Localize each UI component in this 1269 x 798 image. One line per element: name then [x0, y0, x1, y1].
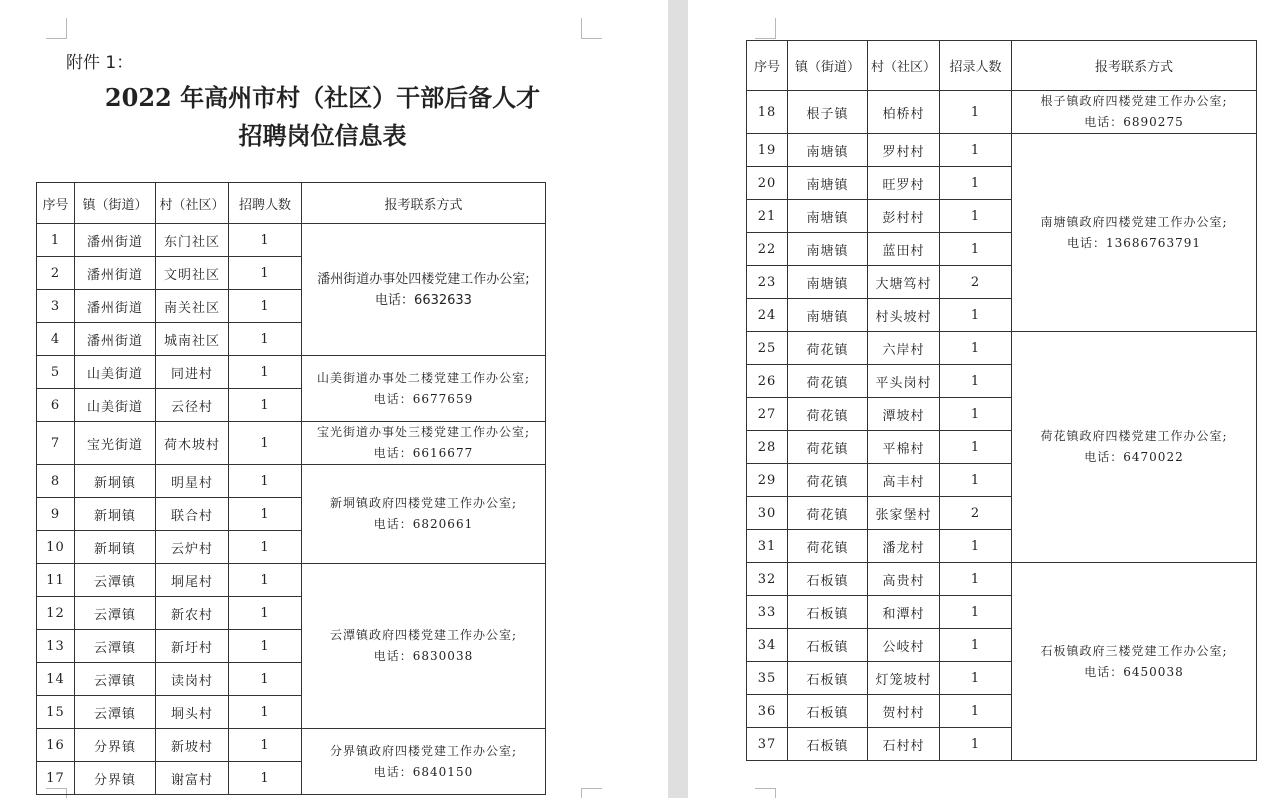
cell-village: 罗村村: [868, 134, 940, 167]
cell-count: 1: [229, 630, 302, 663]
cell-serial: 26: [747, 365, 788, 398]
contact-cell: [302, 564, 546, 729]
recruitment-table-part-1: [36, 182, 546, 795]
cell-count: 1: [940, 134, 1012, 167]
cell-town: 云潭镇: [75, 630, 156, 663]
contact-phone: 电话：6677659: [373, 391, 474, 406]
cell-village: 同进村: [156, 356, 229, 389]
header-town: 镇（街道）: [75, 183, 156, 224]
cell-count: 1: [940, 563, 1012, 596]
cell-count: 1: [229, 422, 302, 465]
cell-serial: 37: [747, 728, 788, 761]
page-corner-mark: [581, 18, 602, 39]
cell-count: 1: [940, 629, 1012, 662]
header-contact: 报考联系方式: [302, 183, 546, 224]
header-count: 招聘人数: [229, 183, 302, 224]
cell-serial: 22: [747, 233, 788, 266]
cell-count: 1: [229, 696, 302, 729]
cell-count: 1: [229, 498, 302, 531]
header-serial: 序号: [37, 183, 75, 224]
cell-town: 荷花镇: [788, 530, 868, 563]
cell-count: 1: [229, 663, 302, 696]
cell-serial: 23: [747, 266, 788, 299]
table-row: [37, 356, 546, 389]
contact-cell: [302, 356, 546, 422]
contact-phone: 电话：6632633: [375, 292, 472, 308]
cell-count: 1: [940, 530, 1012, 563]
cell-serial: 31: [747, 530, 788, 563]
contact-office: 云潭镇政府四楼党建工作办公室;: [329, 628, 518, 642]
cell-serial: 18: [747, 91, 788, 134]
contact-office: 宝光街道办事处三楼党建工作办公室;: [316, 425, 531, 439]
cell-town: 荷花镇: [788, 365, 868, 398]
header-village: 村（社区）: [156, 183, 229, 224]
cell-town: 南塘镇: [788, 134, 868, 167]
cell-count: 1: [229, 323, 302, 356]
cell-count: 1: [940, 695, 1012, 728]
cell-village: 彭村村: [868, 200, 940, 233]
cell-serial: 14: [37, 663, 75, 696]
cell-serial: 2: [37, 257, 75, 290]
cell-village: 大塘笃村: [868, 266, 940, 299]
cell-serial: 36: [747, 695, 788, 728]
cell-village: 平棉村: [868, 431, 940, 464]
cell-serial: 33: [747, 596, 788, 629]
cell-serial: 15: [37, 696, 75, 729]
page-corner-mark: [581, 788, 602, 798]
contact-phone: 电话：6450038: [1084, 664, 1184, 679]
contact-office: 分界镇政府四楼党建工作办公室;: [329, 743, 518, 758]
contact-cell: [302, 729, 546, 795]
cell-village: 六岸村: [868, 332, 940, 365]
cell-town: 荷花镇: [788, 497, 868, 530]
cell-village: 垌头村: [156, 696, 229, 729]
cell-serial: 1: [37, 224, 75, 257]
cell-count: 1: [229, 290, 302, 323]
cell-serial: 27: [747, 398, 788, 431]
cell-town: 分界镇: [75, 729, 156, 762]
table-row: [37, 422, 546, 465]
table-row: [37, 224, 546, 257]
cell-count: 1: [229, 257, 302, 290]
header-contact: 报考联系方式: [1012, 41, 1257, 91]
cell-count: 1: [940, 464, 1012, 497]
cell-town: 潘州街道: [75, 257, 156, 290]
cell-town: 山美街道: [75, 389, 156, 422]
contact-office: 山美街道办事处二楼党建工作办公室;: [316, 370, 531, 385]
cell-village: 荷木坡村: [156, 422, 229, 465]
cell-village: 读岗村: [156, 663, 229, 696]
cell-serial: 12: [37, 597, 75, 630]
cell-town: 潘州街道: [75, 224, 156, 257]
contact-phone: 电话：6616677: [373, 446, 474, 460]
attachment-label: 附件 1：: [66, 53, 134, 73]
contact-phone: 电话：6890275: [1084, 115, 1184, 129]
recruitment-table-part-2: [746, 40, 1257, 761]
cell-village: 高贵村: [868, 563, 940, 596]
table-row: [37, 564, 546, 597]
cell-count: 1: [940, 596, 1012, 629]
cell-village: 联合村: [156, 498, 229, 531]
cell-serial: 20: [747, 167, 788, 200]
cell-count: 1: [940, 167, 1012, 200]
cell-count: 1: [940, 332, 1012, 365]
cell-town: 荷花镇: [788, 398, 868, 431]
cell-town: 南塘镇: [788, 266, 868, 299]
cell-count: 1: [229, 389, 302, 422]
document-title-line-2: 招聘岗位信息表: [238, 121, 407, 150]
cell-town: 云潭镇: [75, 663, 156, 696]
page-corner-mark: [755, 788, 776, 798]
cell-town: 潘州街道: [75, 323, 156, 356]
cell-town: 荷花镇: [788, 464, 868, 497]
cell-count: 1: [940, 200, 1012, 233]
contact-cell: [302, 465, 546, 564]
cell-village: 张家堡村: [868, 497, 940, 530]
contact-cell: [1012, 91, 1257, 134]
cell-village: 潘龙村: [868, 530, 940, 563]
cell-town: 石板镇: [788, 695, 868, 728]
cell-serial: 4: [37, 323, 75, 356]
cell-serial: 21: [747, 200, 788, 233]
cell-count: 1: [229, 597, 302, 630]
contact-cell: [302, 422, 546, 465]
table-row: [747, 134, 1257, 167]
cell-serial: 32: [747, 563, 788, 596]
contact-phone: 电话：6830038: [373, 649, 474, 663]
header-count: 招录人数: [940, 41, 1012, 91]
cell-town: 石板镇: [788, 728, 868, 761]
cell-serial: 34: [747, 629, 788, 662]
cell-serial: 17: [37, 762, 75, 795]
contact-phone: 电话：6840150: [373, 764, 474, 779]
cell-town: 云潭镇: [75, 696, 156, 729]
contact-cell: [1012, 332, 1257, 563]
cell-count: 2: [940, 266, 1012, 299]
cell-count: 2: [940, 497, 1012, 530]
cell-town: 荷花镇: [788, 431, 868, 464]
cell-village: 云炉村: [156, 531, 229, 564]
cell-serial: 6: [37, 389, 75, 422]
cell-count: 1: [229, 356, 302, 389]
cell-serial: 35: [747, 662, 788, 695]
cell-town: 潘州街道: [75, 290, 156, 323]
cell-count: 1: [229, 564, 302, 597]
cell-count: 1: [940, 91, 1012, 134]
cell-count: 1: [229, 465, 302, 498]
cell-serial: 3: [37, 290, 75, 323]
cell-serial: 7: [37, 422, 75, 465]
header-serial: 序号: [747, 41, 788, 91]
document-page-2: [688, 0, 1269, 798]
table-row: [747, 332, 1257, 365]
cell-count: 1: [940, 431, 1012, 464]
cell-village: 高丰村: [868, 464, 940, 497]
contact-phone: 电话：13686763791: [1067, 235, 1201, 250]
cell-serial: 11: [37, 564, 75, 597]
cell-village: 村头坡村: [868, 299, 940, 332]
cell-town: 分界镇: [75, 762, 156, 795]
cell-serial: 19: [747, 134, 788, 167]
cell-village: 城南社区: [156, 323, 229, 356]
table-row: [747, 563, 1257, 596]
contact-office: 新垌镇政府四楼党建工作办公室;: [329, 496, 518, 510]
cell-village: 石村村: [868, 728, 940, 761]
cell-village: 旺罗村: [868, 167, 940, 200]
cell-serial: 9: [37, 498, 75, 531]
cell-village: 东门社区: [156, 224, 229, 257]
contact-office: 南塘镇政府四楼党建工作办公室;: [1040, 214, 1228, 229]
cell-count: 1: [229, 224, 302, 257]
cell-count: 1: [229, 729, 302, 762]
table-header-row: [747, 41, 1257, 91]
cell-town: 根子镇: [788, 91, 868, 134]
cell-count: 1: [229, 762, 302, 795]
cell-serial: 13: [37, 630, 75, 663]
cell-count: 1: [940, 398, 1012, 431]
cell-serial: 30: [747, 497, 788, 530]
cell-village: 新坡村: [156, 729, 229, 762]
cell-town: 云潭镇: [75, 597, 156, 630]
cell-town: 石板镇: [788, 563, 868, 596]
cell-village: 垌尾村: [156, 564, 229, 597]
cell-village: 南关社区: [156, 290, 229, 323]
cell-town: 宝光街道: [75, 422, 156, 465]
cell-village: 谢富村: [156, 762, 229, 795]
cell-count: 1: [229, 531, 302, 564]
contact-office: 荷花镇政府四楼党建工作办公室;: [1040, 429, 1228, 443]
cell-serial: 24: [747, 299, 788, 332]
cell-count: 1: [940, 728, 1012, 761]
contact-cell: [1012, 563, 1257, 761]
table-row: [37, 465, 546, 498]
cell-village: 贺村村: [868, 695, 940, 728]
table-row: [747, 91, 1257, 134]
cell-count: 1: [940, 233, 1012, 266]
cell-town: 石板镇: [788, 596, 868, 629]
contact-phone: 电话：6470022: [1084, 450, 1184, 464]
contact-cell: [1012, 134, 1257, 332]
cell-town: 南塘镇: [788, 233, 868, 266]
cell-serial: 29: [747, 464, 788, 497]
cell-town: 石板镇: [788, 629, 868, 662]
cell-village: 公岐村: [868, 629, 940, 662]
cell-town: 石板镇: [788, 662, 868, 695]
cell-village: 文明社区: [156, 257, 229, 290]
cell-town: 新垌镇: [75, 498, 156, 531]
document-title-line-1: 2022 年高州市村（社区）干部后备人才: [104, 83, 541, 112]
cell-village: 平头岗村: [868, 365, 940, 398]
cell-village: 明星村: [156, 465, 229, 498]
cell-count: 1: [940, 299, 1012, 332]
cell-serial: 8: [37, 465, 75, 498]
header-town: 镇（街道）: [788, 41, 868, 91]
cell-village: 和潭村: [868, 596, 940, 629]
cell-town: 新垌镇: [75, 465, 156, 498]
cell-village: 潭坡村: [868, 398, 940, 431]
cell-village: 灯笼坡村: [868, 662, 940, 695]
cell-village: 柏桥村: [868, 91, 940, 134]
cell-town: 新垌镇: [75, 531, 156, 564]
cell-town: 荷花镇: [788, 332, 868, 365]
contact-office: 石板镇政府三楼党建工作办公室;: [1040, 643, 1228, 658]
cell-serial: 10: [37, 531, 75, 564]
cell-serial: 25: [747, 332, 788, 365]
contact-office: 根子镇政府四楼党建工作办公室;: [1040, 94, 1228, 108]
cell-town: 南塘镇: [788, 200, 868, 233]
cell-town: 云潭镇: [75, 564, 156, 597]
cell-village: 新圩村: [156, 630, 229, 663]
table-header-row: [37, 183, 546, 224]
cell-village: 新农村: [156, 597, 229, 630]
page-corner-mark: [755, 18, 776, 39]
cell-town: 南塘镇: [788, 299, 868, 332]
cell-count: 1: [940, 662, 1012, 695]
cell-count: 1: [940, 365, 1012, 398]
cell-town: 山美街道: [75, 356, 156, 389]
cell-serial: 16: [37, 729, 75, 762]
table-row: [37, 729, 546, 762]
contact-office: 潘州街道办事处四楼党建工作办公室;: [317, 271, 530, 287]
cell-serial: 5: [37, 356, 75, 389]
contact-cell: [302, 224, 546, 356]
cell-village: 云径村: [156, 389, 229, 422]
page-corner-mark: [46, 18, 67, 39]
header-village: 村（社区）: [868, 41, 940, 91]
contact-phone: 电话：6820661: [373, 517, 474, 531]
cell-town: 南塘镇: [788, 167, 868, 200]
cell-serial: 28: [747, 431, 788, 464]
cell-village: 蓝田村: [868, 233, 940, 266]
